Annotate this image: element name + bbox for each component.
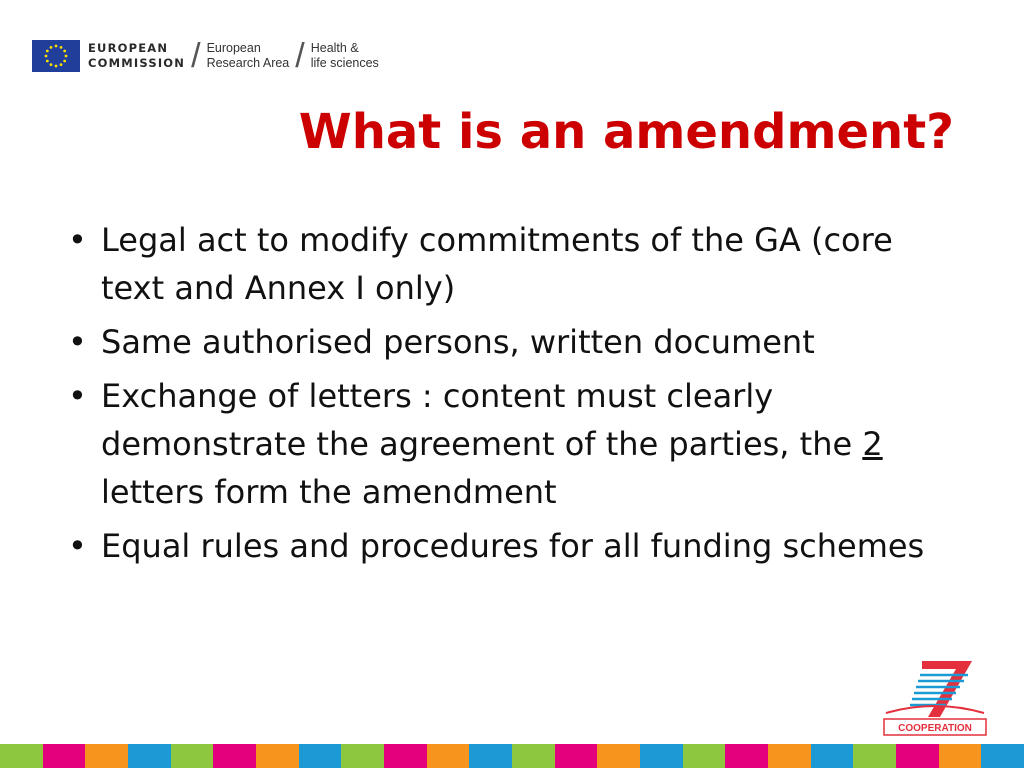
fp7-seven-icon <box>886 661 984 717</box>
eu-star-icon <box>65 55 68 58</box>
eu-star-icon <box>60 46 63 49</box>
color-bar-segment <box>213 744 256 768</box>
color-bar-segment <box>384 744 427 768</box>
color-bar-segment <box>0 744 43 768</box>
health-life-sciences-label <box>311 41 379 71</box>
color-bar-segment <box>896 744 939 768</box>
underlined-number: 2 <box>862 425 883 463</box>
color-bar-segment <box>299 744 342 768</box>
eu-star-icon <box>55 45 58 48</box>
org1-line2: COMMISSION <box>88 56 186 70</box>
bullet-text: Exchange of letters : content must clearly demonstrate the agreement of the parties, the <box>101 377 863 463</box>
european-commission-label <box>80 41 185 71</box>
color-bar-segment <box>555 744 598 768</box>
color-bar-segment <box>768 744 811 768</box>
bullet-dot-icon: • <box>68 527 87 565</box>
bullet-list <box>66 216 966 576</box>
header-logos <box>32 38 379 74</box>
fp7-cooperation-logo <box>880 655 990 739</box>
org2-line1: European <box>206 41 261 55</box>
european-research-area-label <box>207 41 290 71</box>
color-bar-segment <box>85 744 128 768</box>
bullet-dot-icon: • <box>68 221 87 259</box>
bullet-text: Equal rules and procedures for all funding schemes <box>101 527 925 565</box>
eu-star-icon <box>63 50 66 53</box>
eu-star-icon <box>63 60 66 63</box>
fp7-cooperation-label: COOPERATION <box>898 723 972 734</box>
bullet-text: Legal act to modify commitments of the GA (core text and Annex I only) <box>101 221 893 307</box>
bullet-item <box>66 522 966 570</box>
bottom-color-bar <box>0 744 1024 768</box>
color-bar-segment <box>171 744 214 768</box>
color-bar-segment <box>939 744 982 768</box>
bullet-dot-icon: • <box>68 377 87 415</box>
bullet-item <box>66 372 966 516</box>
org3-line1: Health & <box>310 41 359 55</box>
color-bar-segment <box>427 744 470 768</box>
color-bar-segment <box>981 744 1024 768</box>
slide-title: What is an amendment? <box>298 104 954 160</box>
bullet-text: Same authorised persons, written document <box>101 323 815 361</box>
bullet-dot-icon: • <box>68 323 87 361</box>
separator-slash: / <box>191 37 201 75</box>
bullet-text: letters form the amendment <box>101 473 557 511</box>
bullet-item <box>66 216 966 312</box>
org1-line1: EUROPEAN <box>88 41 169 55</box>
color-bar-segment <box>725 744 768 768</box>
org3-line2: life sciences <box>310 56 379 70</box>
color-bar-segment <box>853 744 896 768</box>
org2-line2: Research Area <box>206 56 290 70</box>
eu-star-icon <box>46 50 49 53</box>
bullet-item <box>66 318 966 366</box>
color-bar-segment <box>640 744 683 768</box>
eu-star-icon <box>55 65 58 68</box>
color-bar-segment <box>341 744 384 768</box>
color-bar-segment <box>512 744 555 768</box>
eu-star-icon <box>50 63 53 66</box>
separator-slash: / <box>295 37 305 75</box>
color-bar-segment <box>128 744 171 768</box>
color-bar-segment <box>597 744 640 768</box>
eu-star-icon <box>60 63 63 66</box>
color-bar-segment <box>43 744 86 768</box>
color-bar-segment <box>256 744 299 768</box>
color-bar-segment <box>469 744 512 768</box>
eu-star-icon <box>50 46 53 49</box>
color-bar-segment <box>811 744 854 768</box>
eu-star-icon <box>45 55 48 58</box>
color-bar-segment <box>683 744 726 768</box>
eu-flag-icon <box>32 40 80 72</box>
eu-star-icon <box>46 60 49 63</box>
